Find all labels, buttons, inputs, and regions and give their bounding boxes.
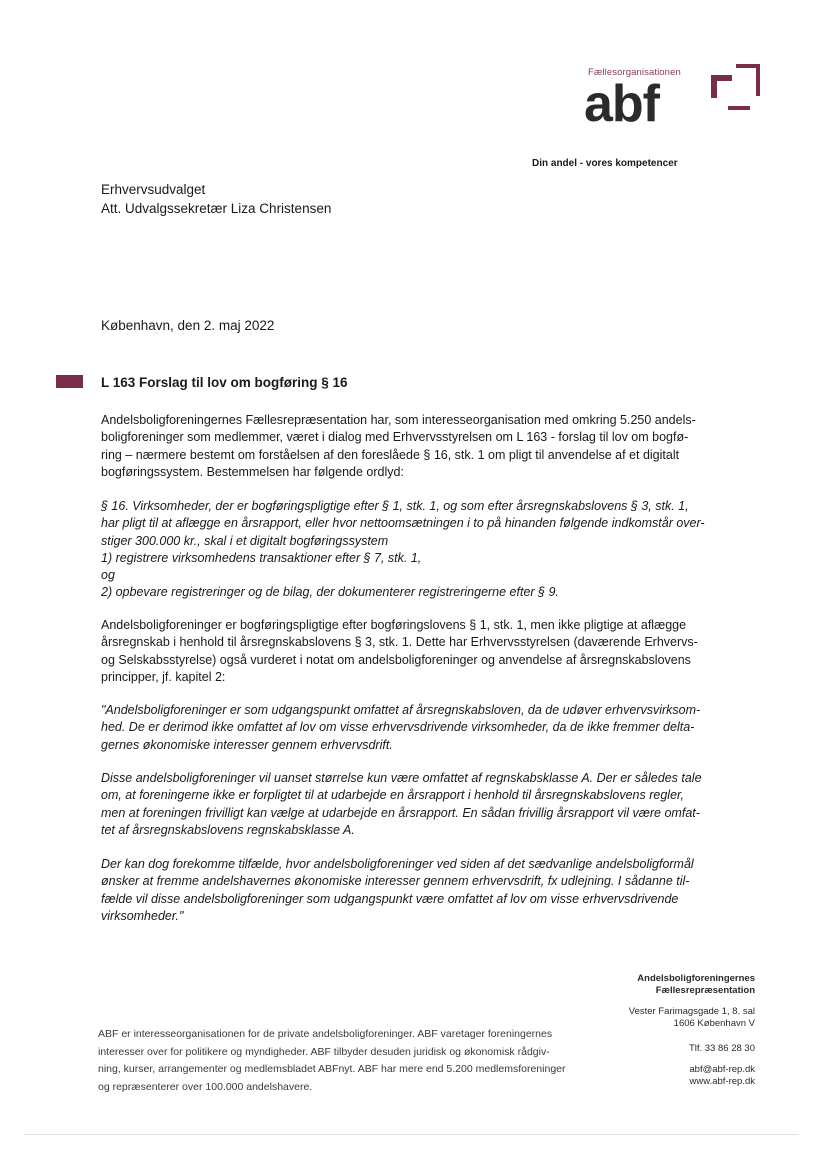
text-line: "Andelsboligforeninger er som udgangspunkt omfattet af årsregnskabsloven, da de udøver erhvervsvirksom-	[101, 703, 701, 717]
paragraph-analysis	[101, 617, 721, 686]
text-line: Der kan dog forekomme tilfælde, hvor andelsboligforeninger ved siden af det sædvanlige andelsboligformål	[101, 857, 694, 871]
text-line: ønsker at fremme andelshavernes økonomiske interesser gennem erhvervsdrift, fx udlejning. I sådanne til-	[101, 874, 690, 889]
text-line: årsregnskab i henhold til årsregnskabslovens § 3, stk. 1. Dette har Erhvervsstyrelsen (daværende Erhvervs-	[101, 635, 698, 650]
sender-name	[637, 973, 755, 997]
email-link[interactable]: abf@abf-rep.dk	[689, 1064, 755, 1075]
text-line: om, at foreningerne ikke er forpligtet til at udarbejde en årsrapport i henhold til årsregnskabslovens regler,	[101, 788, 684, 803]
abf-logo-text: abf	[584, 75, 659, 133]
text-line: stiger 300.000 kr., skal i et digitalt bogføringssystem	[101, 533, 389, 548]
paragraph-law-quote	[101, 498, 721, 602]
text-line: boligforeninger som medlemmer, været i dialog med Erhvervsstyrelsen om L 163 - forslag til lov om bogfø-	[101, 430, 689, 445]
text-line: fælde vil disse andelsboligforeninger som udgangspunkt være omfattet af lov om visse erhvervsdrivende	[101, 891, 679, 906]
text-line: Disse andelsboligforeninger vil uanset størrelse kun være omfattet af regnskabsklasse A. Der er således tale	[101, 771, 702, 785]
paragraph-quote-1	[101, 702, 721, 754]
text-line: virksomheder."	[101, 908, 184, 923]
paragraph-quote-3	[101, 856, 721, 925]
text-line: men at foreningen frivilligt kan vælge at udarbejde en årsrapport. En sådan frivillig årsrapport vil være omfat-	[101, 805, 700, 820]
text-line: ring – nærmere bestemt om forståelsen af den foreslåede § 16, stk. 1 om pligt til anvendelse af et digitalt	[101, 447, 680, 462]
org-small-label: Fællesorganisationen	[588, 67, 681, 78]
letter-heading: L 163 Forslag til lov om bogføring § 16	[101, 375, 348, 390]
brackets-logo-icon	[706, 64, 762, 114]
text-line: gernes økonomiske interesser gennem erhvervsdrift.	[101, 737, 393, 752]
text-line: hed. De er derimod ikke omfattet af lov om visse erhvervsdrivende virksomheder, da de ikke fremmer delta-	[101, 720, 695, 735]
text-line: tet af årsregnskabslovens regnskabsklasse A.	[101, 822, 355, 837]
text-line: principper, jf. kapitel 2:	[101, 669, 226, 684]
date-line: København, den 2. maj 2022	[101, 318, 275, 333]
address-line: 1606 København V	[673, 1018, 755, 1029]
sender-line: Andelsboligforeningernes	[637, 973, 755, 984]
text-line: og	[101, 568, 115, 583]
recipient-block	[101, 180, 331, 218]
text-line: § 16. Virksomheder, der er bogføringspligtige efter § 1, stk. 1, og som efter årsregnskabslovens § 3, stk. 1,	[101, 499, 689, 513]
text-line: og Selskabsstyrelse) også vurderet i notat om andelsboligforeninger og anvendelse af årsregnskabslovens	[101, 652, 691, 667]
organization-description	[98, 1026, 566, 1096]
address-line: Vester Farimagsgade 1, 8. sal	[628, 1006, 755, 1017]
paragraph-quote-2	[101, 770, 721, 839]
text-line: og repræsenterer over 100.000 andelshavere.	[98, 1080, 313, 1093]
text-line: Andelsboligforeningernes Fællesrepræsentation har, som interesseorganisation med omkring 5.250 andels-	[101, 413, 696, 427]
text-line: bogføringssystem. Bestemmelsen har følgende ordlyd:	[101, 464, 404, 479]
website-link[interactable]: www.abf-rep.dk	[689, 1076, 755, 1087]
page-bottom-rule	[24, 1134, 799, 1135]
text-line: 2) opbevare registreringer og de bilag, der dokumenterer registreringerne efter § 9.	[101, 585, 559, 600]
sender-contact	[689, 1064, 755, 1088]
text-line: ning, kurser, arrangementer og medlemsbladet ABFnyt. ABF har mere end 5.200 medlemsforeninger	[98, 1063, 566, 1075]
paragraph-intro	[101, 412, 721, 481]
tagline: Din andel - vores kompetencer	[532, 158, 678, 169]
recipient-line: Att. Udvalgssekretær Liza Christensen	[101, 201, 332, 216]
text-line: interesser over for politikere og myndigheder. ABF tilbyder desuden juridisk og økonomisk rådgiv-	[98, 1045, 550, 1058]
sender-address	[629, 1006, 755, 1030]
text-line: har pligt til at aflægge en årsrapport, eller hvor nettoomsætningen i to på hinanden følgende indkomstår over-	[101, 516, 705, 531]
sender-phone: Tlf. 33 86 28 30	[688, 1043, 755, 1054]
text-line: Andelsboligforeninger er bogføringspligtige efter bogføringslovens § 1, stk. 1, men ikke pligtige at aflægge	[101, 618, 687, 632]
sender-line: Fællesrepræsentation	[655, 985, 755, 996]
recipient-line: Erhvervsudvalget	[101, 182, 206, 197]
text-line: 1) registrere virksomhedens transaktioner efter § 7, stk. 1,	[101, 550, 422, 565]
heading-marker	[56, 375, 83, 388]
text-line: ABF er interesseorganisationen for de private andelsboligforeninger. ABF varetager foreningernes	[98, 1028, 553, 1040]
